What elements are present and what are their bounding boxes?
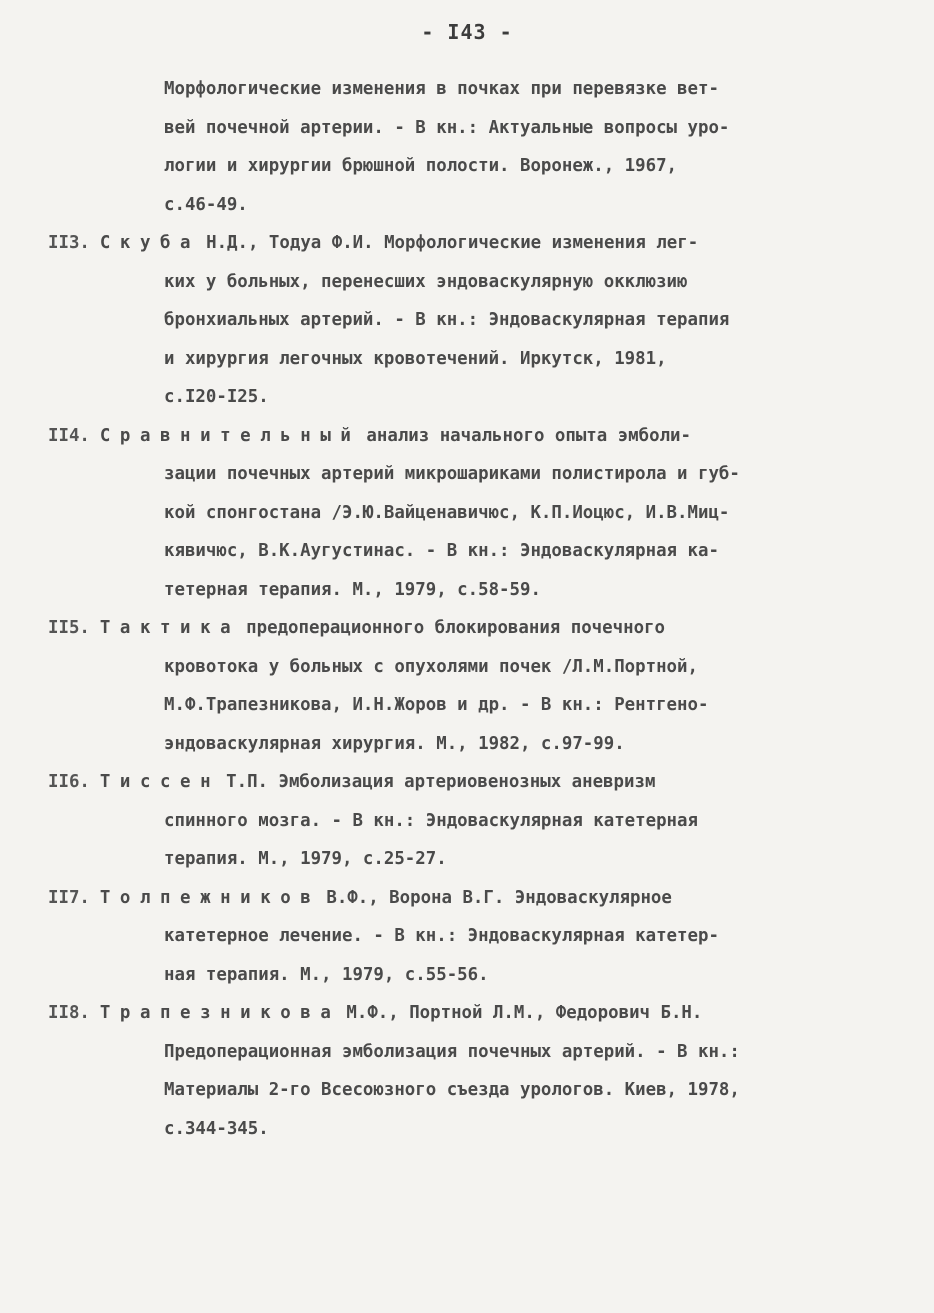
bibliography-list bbox=[48, 70, 888, 1148]
entry-text: Н.Д., Тодуа Ф.И. Морфологические изменения лег- bbox=[206, 233, 699, 253]
entry-line: катетерное лечение. - В кн.: Эндоваскулярная катетер- bbox=[164, 926, 719, 946]
page-number: - I43 - bbox=[421, 20, 513, 44]
entry-number: II6. bbox=[48, 772, 90, 792]
entry-line: зации почечных артерий микрошариками полистирола и губ- bbox=[164, 464, 740, 484]
entry-line: кровотока у больных с опухолями почек /Л.М.Портной, bbox=[164, 656, 698, 677]
entry-line: М.Ф.Трапезникова, И.Н.Жоров и др. - В кн.: Рентгено- bbox=[164, 695, 709, 715]
bibliography-entry bbox=[48, 994, 888, 1148]
entry-line: терапия. М., 1979, с.25-27. bbox=[164, 849, 447, 869]
entry-text: Т.П. Эмболизация артериовенозных аневризм bbox=[226, 772, 656, 792]
entry-number: II3. bbox=[48, 233, 90, 253]
entry-line: с.344-345. bbox=[164, 1118, 269, 1139]
entry-line: кой спонгостана /Э.Ю.Вайценавичюс, К.П.Иоцюс, И.В.Миц- bbox=[164, 502, 730, 523]
entry-number: II5. bbox=[48, 618, 90, 638]
entry-author: Тактика bbox=[99, 618, 241, 638]
entry-author: Сравнительный bbox=[99, 425, 361, 446]
entry-line: вей почечной артерии. - В кн.: Актуальные вопросы уро- bbox=[164, 117, 730, 138]
entry-line: тетерная терапия. М., 1979, с.58-59. bbox=[164, 579, 541, 600]
entry-line: кявичюс, В.К.Аугустинас. - В кн.: Эндоваскулярная ка- bbox=[164, 541, 719, 561]
entry-author: Трапезникова bbox=[99, 1003, 341, 1023]
entry-line: и хирургия легочных кровотечений. Иркутск, 1981, bbox=[164, 348, 667, 369]
bibliography-entry-continued bbox=[48, 70, 888, 224]
entry-line: ная терапия. М., 1979, с.55-56. bbox=[164, 964, 489, 985]
entry-number: II7. bbox=[48, 887, 90, 908]
entry-text: М.Ф., Портной Л.М., Федорович Б.Н. bbox=[346, 1003, 703, 1023]
entry-author: Толпежников bbox=[99, 887, 321, 908]
entry-number: II4. bbox=[48, 425, 90, 446]
entry-line: спинного мозга. - В кн.: Эндоваскулярная катетерная bbox=[164, 810, 698, 831]
entry-number: II8. bbox=[48, 1003, 90, 1023]
entry-first-line bbox=[48, 994, 888, 1033]
entry-line: логии и хирургии брюшной полости. Воронеж., 1967, bbox=[164, 156, 678, 176]
bibliography-entry bbox=[48, 417, 888, 610]
entry-first-line bbox=[48, 609, 888, 648]
entry-author: Скуба bbox=[99, 233, 201, 253]
entry-line: с.I20-I25. bbox=[164, 387, 269, 407]
entry-line: Предоперационная эмболизация почечных артерий. - В кн.: bbox=[164, 1041, 740, 1062]
bibliography-entry bbox=[48, 224, 888, 417]
entry-first-line bbox=[48, 763, 888, 802]
entry-text: анализ начального опыта эмболи- bbox=[366, 425, 691, 446]
entry-line: ких у больных, перенесших эндоваскулярную окклюзию bbox=[164, 271, 688, 292]
entry-first-line bbox=[48, 417, 888, 456]
entry-text: В.Ф., Ворона В.Г. Эндоваскулярное bbox=[326, 887, 672, 908]
bibliography-entry bbox=[48, 609, 888, 763]
bibliography-entry bbox=[48, 879, 888, 995]
entry-first-line bbox=[48, 879, 888, 918]
entry-line: с.46-49. bbox=[164, 194, 248, 215]
bibliography-entry bbox=[48, 763, 888, 879]
entry-line: эндоваскулярная хирургия. М., 1982, с.97-99. bbox=[164, 733, 625, 754]
entry-text: предоперационного блокирования почечного bbox=[246, 618, 665, 638]
entry-line: Материалы 2-го Всесоюзного съезда урологов. Киев, 1978, bbox=[164, 1080, 740, 1100]
entry-first-line bbox=[48, 224, 888, 263]
entry-author: Тиссен bbox=[99, 772, 221, 792]
entry-line: бронхиальных артерий. - В кн.: Эндоваскулярная терапия bbox=[164, 310, 730, 330]
entry-line: Морфологические изменения в почках при перевязке вет- bbox=[164, 79, 719, 99]
